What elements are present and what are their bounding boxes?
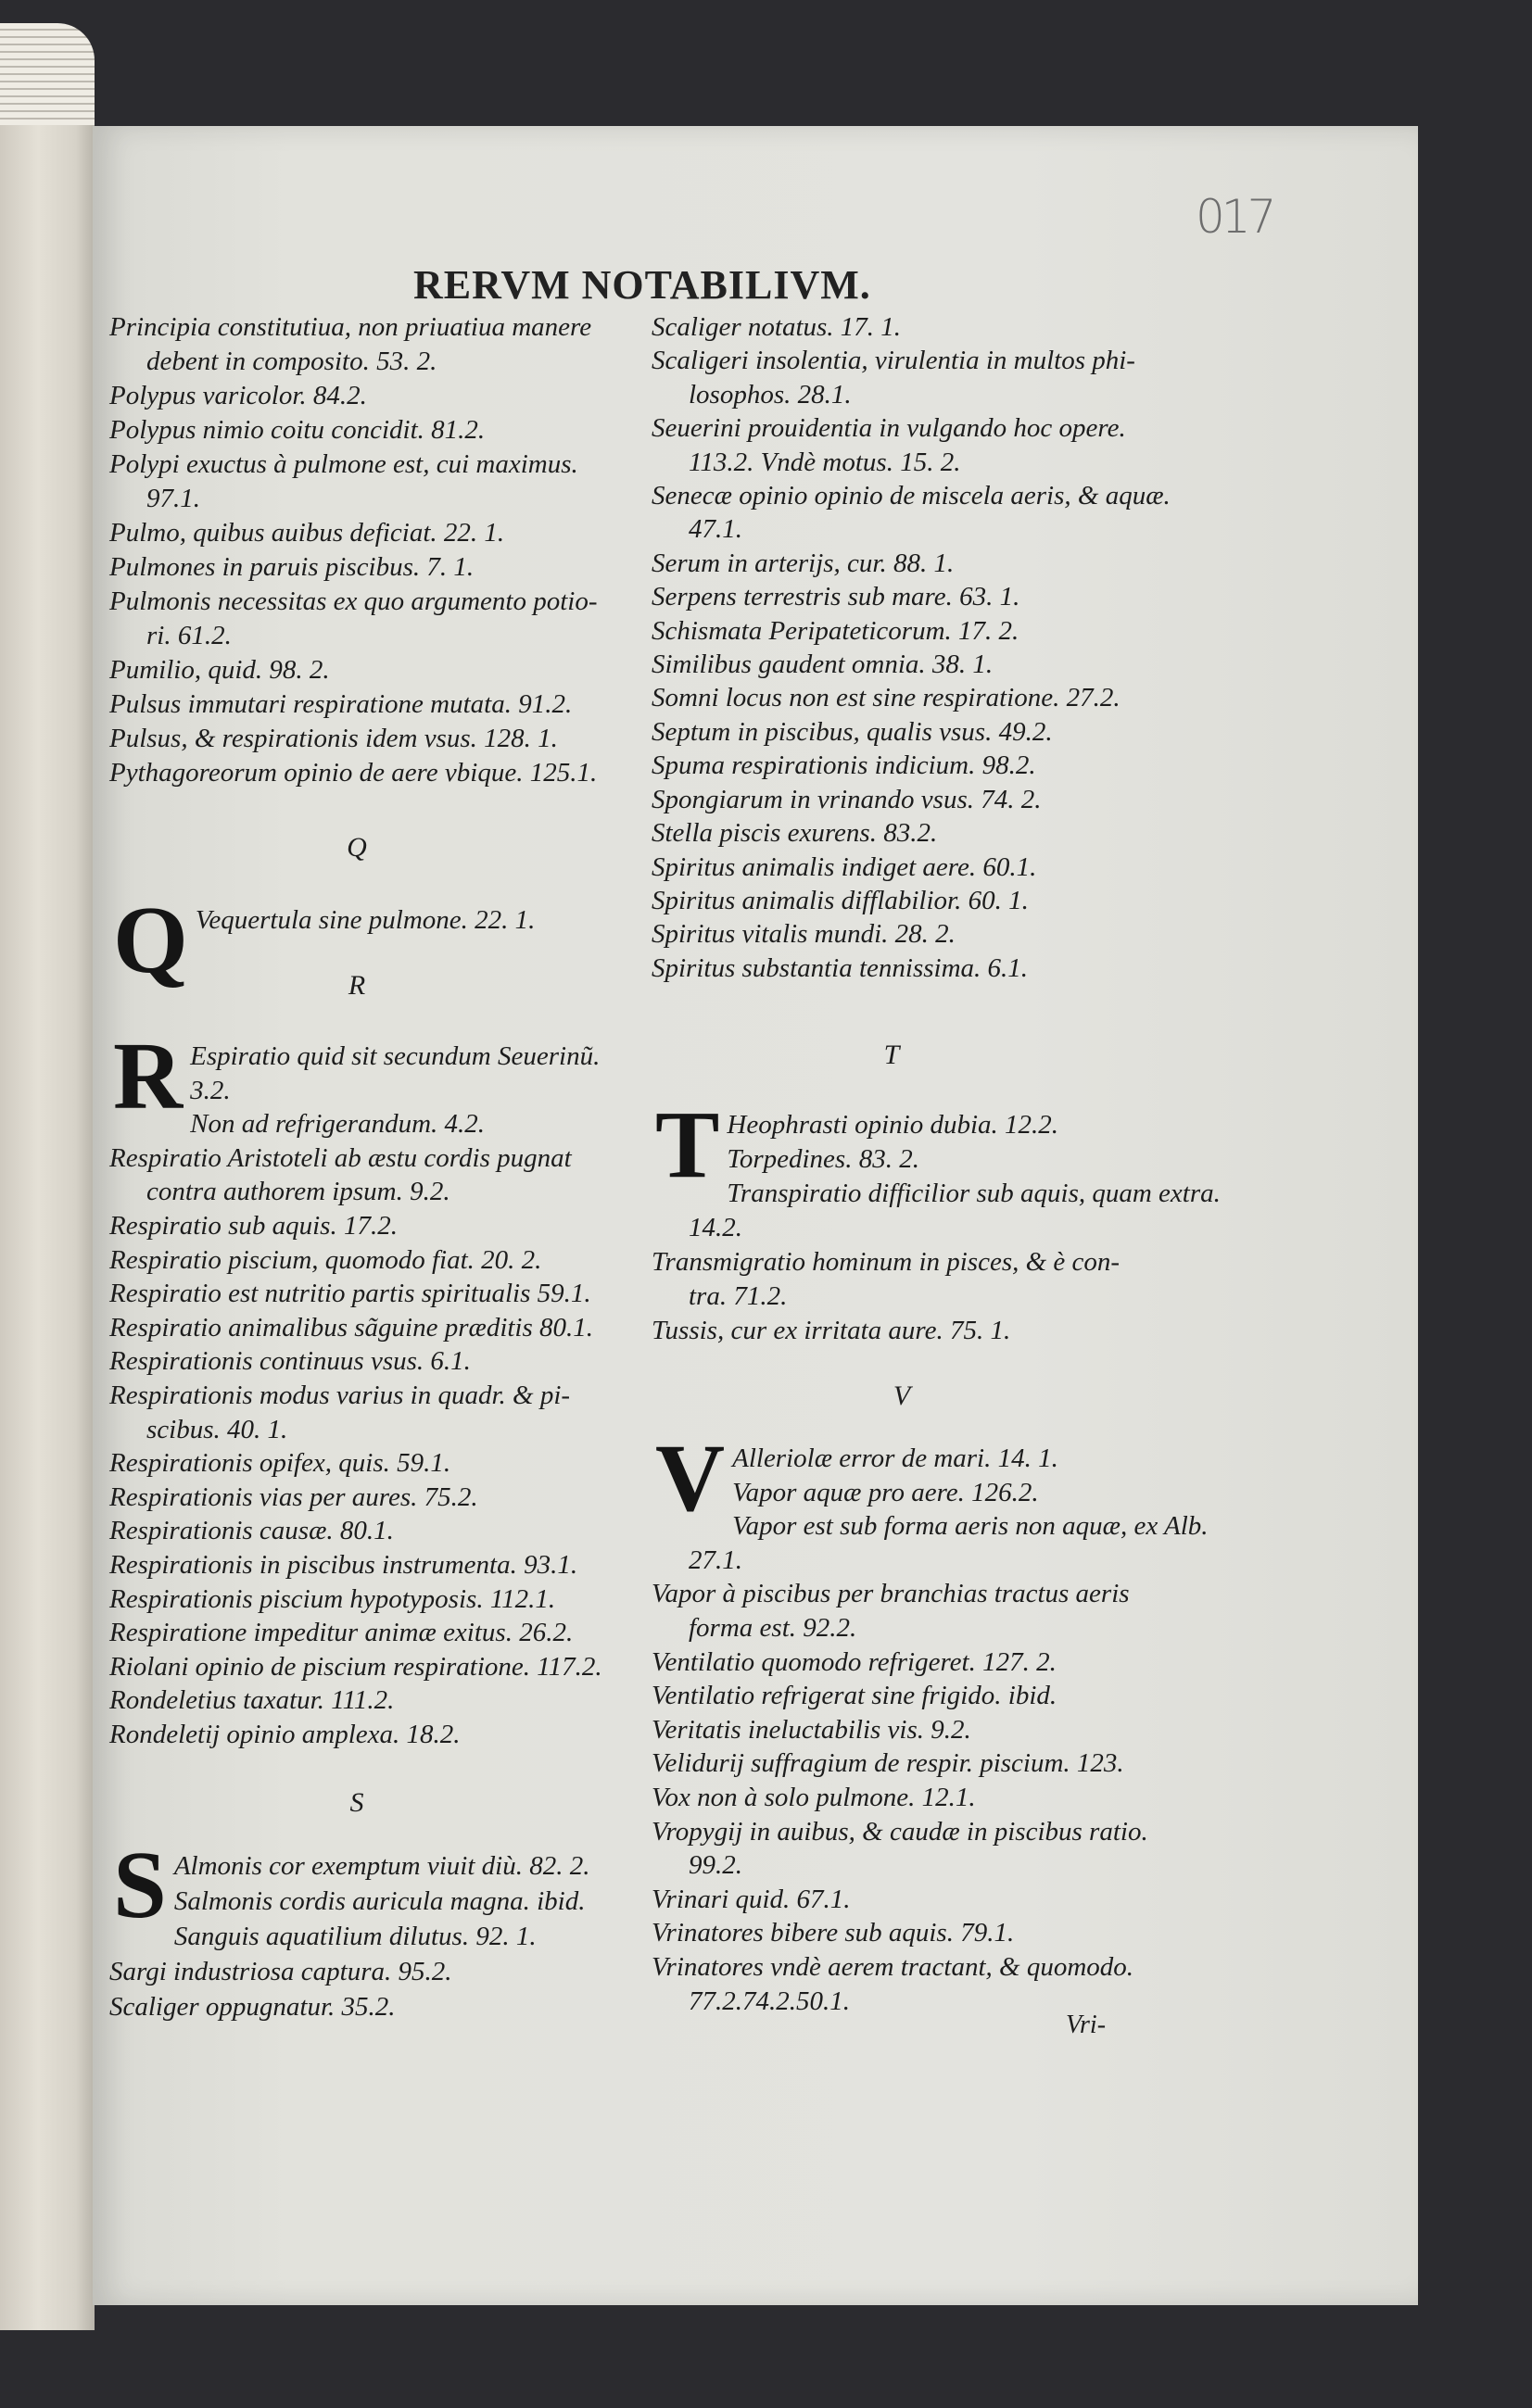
index-entry: [109, 1954, 652, 1989]
index-entry: [652, 1713, 1189, 1747]
index-entry: [109, 1379, 652, 1446]
index-section-s: [109, 1832, 652, 2024]
section-heading-r: R: [348, 970, 366, 1001]
entry-line: Vox non à solo pulmone. 12.1.: [652, 1782, 976, 1812]
entry-line: Respiratio Aristoteli ab æstu cordis pugnat: [109, 1142, 572, 1173]
index-entry: [109, 1884, 652, 1919]
entry-line: Spiritus vitalis mundi. 28. 2.: [652, 919, 956, 950]
index-entry: [652, 310, 1189, 344]
entry-line: Septum in piscibus, qualis vsus. 49.2.: [652, 716, 1053, 747]
index-entry: [652, 344, 1189, 411]
index-entry: [652, 648, 1189, 681]
index-entry: [109, 1650, 652, 1684]
entry-continuation-line: scibus. 40. 1.: [146, 1414, 288, 1444]
entry-line: Spiritus substantia tennissima. 6.1.: [652, 952, 1029, 983]
index-entry: [652, 1781, 1189, 1815]
index-entry: [109, 379, 652, 413]
entry-line: Spiritus animalis difflabilior. 60. 1.: [652, 885, 1029, 915]
entry-line: Espiratio quid sit secundum Seuerinũ.: [190, 1041, 601, 1071]
entry-line: Almonis cor exemptum viuit diù. 82. 2.: [173, 1851, 590, 1881]
index-entry: [652, 1916, 1189, 1950]
index-entry: [652, 1442, 1189, 1476]
entry-line: Respirationis causæ. 80.1.: [109, 1516, 394, 1546]
entry-continuation-line: tra. 71.2.: [689, 1281, 788, 1311]
entry-continuation-line: contra authorem ipsum. 9.2.: [146, 1177, 450, 1207]
entry-line: Pulsus, & respirationis idem vsus. 128. 1.: [109, 724, 558, 753]
entry-line: Pulmo, quibus auibus deficiat. 22. 1.: [109, 518, 505, 548]
entry-line: Respirationis in piscibus instrumenta. 93.1.: [109, 1549, 578, 1580]
entry-line: Vrinatores bibere sub aquis. 79.1.: [652, 1918, 1015, 1948]
index-entry: [652, 816, 1189, 850]
index-entry: [109, 1446, 652, 1481]
index-entry: [652, 1314, 1189, 1348]
index-entry: [109, 550, 652, 585]
index-entry: [652, 1245, 1189, 1314]
index-section-t: [652, 1091, 1221, 1348]
entry-line: Alleriolæ error de mari. 14. 1.: [732, 1444, 1058, 1473]
entry-line: Serum in arterijs, cur. 88. 1.: [652, 548, 955, 578]
entry-line: Respirationis opifex, quis. 59.1.: [109, 1448, 451, 1479]
index-entry: [109, 1548, 652, 1582]
entry-line: Polypi exuctus à pulmone est, cui maximus.: [109, 449, 578, 479]
index-entry: [652, 681, 1189, 714]
index-entry: [109, 585, 652, 653]
index-entry: [652, 1476, 1189, 1510]
index-entry: [109, 903, 652, 938]
entry-continuation-line: forma est. 92.2.: [689, 1612, 857, 1643]
entry-line: Spiritus animalis indiget aere. 60.1.: [652, 851, 1037, 882]
index-entry: [652, 411, 1189, 479]
entry-line: Vapor aquæ pro aere. 126.2.: [732, 1477, 1039, 1507]
entry-continuation-line: 14.2.: [689, 1213, 742, 1242]
entry-line: Vropygij in auibus, & caudæ in piscibus ratio.: [652, 1816, 1148, 1847]
index-entry: [109, 1848, 652, 1884]
entry-line: Salmonis cordis auricula magna. ibid.: [173, 1886, 586, 1916]
entry-line: Veritatis ineluctabilis vis. 9.2.: [652, 1714, 971, 1745]
index-entry: [652, 1815, 1189, 1883]
entry-continuation-line: 47.1.: [689, 514, 742, 545]
entry-line: Sargi industriosa captura. 95.2.: [109, 1957, 452, 1986]
entry-line: Rondeletij opinio amplexa. 18.2.: [109, 1719, 461, 1749]
drop-cap-initial: V: [655, 1425, 726, 1532]
entry-line: Pumilio, quid. 98. 2.: [109, 655, 330, 685]
entry-line: Principia constitutiua, non priuatiua manere: [109, 312, 592, 342]
entry-line: Ventilatio refrigerat sine frigido. ibid.: [652, 1681, 1057, 1711]
entry-line: Pulsus immutari respiratione mutata. 91.2.: [109, 689, 573, 719]
index-entry: [652, 1679, 1189, 1713]
entry-line: Respirationis piscium hypotyposis. 112.1.: [109, 1583, 556, 1614]
entry-line: Tussis, cur ex irritata aure. 75. 1.: [652, 1316, 1011, 1345]
section-heading-t: T: [883, 1040, 900, 1070]
index-entry: [652, 1177, 1221, 1245]
section-heading-v: V: [893, 1381, 911, 1411]
index-entry: [109, 1277, 652, 1311]
index-section-q: [109, 887, 652, 993]
page-curl: [0, 23, 95, 125]
entry-line: Seuerini prouidentia in vulgando hoc opere.: [652, 413, 1126, 444]
entry-line: Transmigratio hominum in pisces, & è con-: [652, 1247, 1121, 1277]
entry-line: Velidurij suffragium de respir. piscium. 123.: [652, 1748, 1124, 1779]
index-section-s-continued: [652, 310, 1189, 985]
entry-line: Transpiratio difficilior sub aquis, quam extra.: [727, 1179, 1221, 1208]
index-entry: [109, 1040, 652, 1107]
entry-line: Scaliger oppugnatur. 35.2.: [109, 1992, 396, 2022]
drop-cap-initial: T: [655, 1091, 720, 1198]
entry-line: Riolani opinio de piscium respiratione. 117.2.: [109, 1651, 602, 1682]
entry-line: Respiratio piscium, quomodo fiat. 20. 2.: [109, 1244, 542, 1275]
drop-cap-initial: Q: [113, 887, 188, 993]
index-entry: [652, 479, 1189, 547]
drop-cap-initial: S: [113, 1832, 167, 1938]
entry-line: Schismata Peripateticorum. 17. 2.: [652, 615, 1019, 646]
index-entry: [652, 884, 1189, 917]
page-title: RERVM NOTABILIVM.: [413, 262, 871, 308]
index-entry: [652, 749, 1189, 782]
entry-continuation-line: 97.1.: [146, 484, 200, 513]
entry-line: Serpens terrestris sub mare. 63. 1.: [652, 582, 1020, 612]
entry-line: Vrinari quid. 67.1.: [652, 1884, 851, 1914]
index-section-v: [652, 1425, 1209, 2018]
index-entry: [109, 1582, 652, 1617]
index-entry: [109, 1616, 652, 1650]
entry-line: Vapor à piscibus per branchias tractus aeris: [652, 1579, 1130, 1609]
entry-line: Polypus varicolor. 84.2.: [109, 381, 367, 410]
section-heading-s: S: [349, 1787, 364, 1818]
index-entry: [109, 1141, 652, 1209]
index-entry: [109, 1919, 652, 1954]
index-entry: [109, 1989, 652, 2024]
entry-line: Respirationis vias per aures. 75.2.: [109, 1481, 478, 1512]
entry-line: Scaligeri insolentia, virulentia in multos phi-: [652, 346, 1135, 376]
index-entry: [109, 756, 652, 790]
index-entry: [109, 653, 652, 687]
index-entry: [109, 1243, 652, 1278]
entry-line: Vapor est sub forma aeris non aquæ, ex Alb.: [732, 1511, 1209, 1542]
entry-line: Polypus nimio coitu concidit. 81.2.: [109, 415, 486, 445]
index-entry: [652, 614, 1189, 648]
index-entry: [652, 1142, 1189, 1177]
entry-continuation-line: 3.2.: [190, 1075, 231, 1105]
entry-continuation-line: losophos. 28.1.: [689, 379, 852, 410]
entry-line: Stella piscis exurens. 83.2.: [652, 818, 938, 849]
index-entry: [652, 1883, 1189, 1917]
index-entry: [109, 687, 652, 722]
index-entry: [652, 783, 1189, 816]
book-edge: [0, 88, 95, 2330]
index-entry: [109, 1481, 652, 1515]
entry-line: Spuma respirationis indicium. 98.2.: [652, 750, 1036, 781]
index-entry: [109, 448, 652, 516]
entry-continuation-line: 113.2. Vndè motus. 15. 2.: [689, 447, 961, 477]
entry-line: Vequertula sine pulmone. 22. 1.: [195, 905, 536, 935]
index-entry: [652, 952, 1189, 985]
index-entry: [109, 1311, 652, 1345]
index-entry: [652, 1509, 1209, 1577]
index-entry: [109, 516, 652, 550]
folio-number: 017: [1196, 190, 1273, 244]
entry-continuation-line: ri. 61.2.: [146, 621, 232, 650]
entry-continuation-line: 27.1.: [689, 1544, 742, 1575]
entry-line: Ventilatio quomodo refrigeret. 127. 2.: [652, 1646, 1057, 1677]
index-entry: [109, 413, 652, 448]
index-entry: [109, 1718, 652, 1752]
entry-line: Respiratio animalibus sãguine præditis 80.1.: [109, 1312, 594, 1343]
index-section-p: [109, 310, 652, 790]
entry-continuation-line: 77.2.74.2.50.1.: [689, 1986, 850, 2016]
index-entry: [109, 1514, 652, 1548]
index-entry: [652, 1746, 1189, 1781]
index-section-r: [109, 1023, 652, 1751]
catchword: Vri-: [1066, 2011, 1107, 2039]
drop-cap-initial: R: [113, 1023, 184, 1129]
entry-line: Rondeletius taxatur. 111.2.: [109, 1685, 395, 1716]
entry-line: Senecæ opinio opinio de miscela aeris, & aquæ.: [652, 481, 1171, 511]
entry-line: Torpedines. 83. 2.: [727, 1144, 919, 1174]
entry-line: Respiratio sub aquis. 17.2.: [109, 1210, 398, 1241]
index-entry: [109, 722, 652, 756]
entry-line: Heophrasti opinio dubia. 12.2.: [727, 1110, 1059, 1140]
entry-line: Somni locus non est sine respiratione. 27.2.: [652, 683, 1121, 713]
index-entry: [109, 310, 652, 379]
index-entry: [652, 1950, 1189, 2018]
entry-line: Pulmonis necessitas ex quo argumento potio-: [109, 586, 598, 616]
index-entry: [652, 1645, 1189, 1680]
entry-line: Respiratione impeditur animæ exitus. 26.2.: [109, 1618, 574, 1648]
index-entry: [109, 1209, 652, 1243]
entry-continuation-line: 99.2.: [689, 1850, 742, 1881]
index-entry: [652, 917, 1189, 951]
entry-line: Non ad refrigerandum. 4.2.: [190, 1109, 486, 1140]
entry-line: Similibus gaudent omnia. 38. 1.: [652, 649, 994, 680]
entry-line: Respirationis modus varius in quadr. & pi-: [109, 1380, 571, 1410]
entry-line: Respirationis continuus vsus. 6.1.: [109, 1346, 471, 1377]
entry-line: Respiratio est nutritio partis spiritualis 59.1.: [109, 1279, 591, 1309]
entry-line: Pulmones in paruis piscibus. 7. 1.: [109, 552, 475, 582]
index-entry: [652, 715, 1189, 749]
index-entry: [652, 851, 1189, 884]
index-entry: [652, 580, 1189, 613]
index-entry: [109, 1344, 652, 1379]
index-entry: [109, 1107, 652, 1141]
index-entry: [652, 1108, 1189, 1142]
index-entry: [109, 1683, 652, 1718]
entry-line: Scaliger notatus. 17. 1.: [652, 312, 902, 342]
entry-line: Spongiarum in vrinando vsus. 74. 2.: [652, 784, 1042, 814]
entry-line: Vrinatores vndè aerem tractant, & quomodo.: [652, 1951, 1134, 1982]
index-entry: [652, 1577, 1189, 1645]
entry-continuation-line: debent in composito. 53. 2.: [146, 347, 437, 376]
section-heading-q: Q: [347, 832, 367, 863]
entry-line: Pythagoreorum opinio de aere vbique. 125.1.: [109, 758, 598, 788]
entry-line: Sanguis aquatilium dilutus. 92. 1.: [173, 1922, 537, 1951]
index-entry: [652, 547, 1189, 580]
